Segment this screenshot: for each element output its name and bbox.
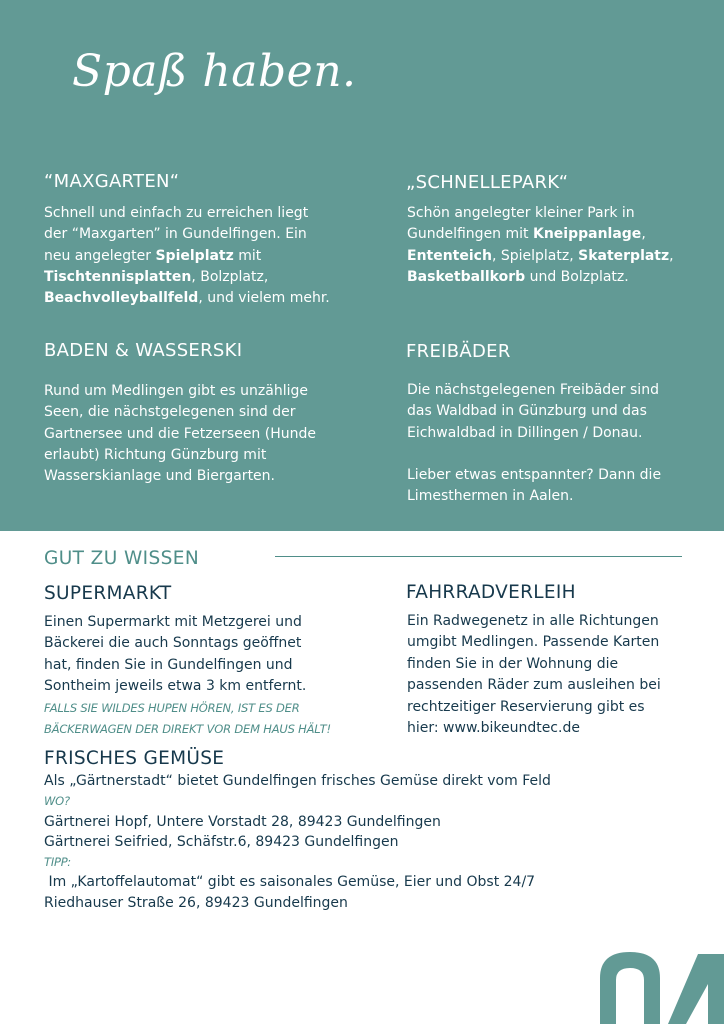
text-run: Gartnersee und die Fetzerseen (Hunde: [44, 425, 316, 442]
highlight-term: Beachvolleyballfeld: [44, 290, 199, 307]
fahrradverleih-text: [407, 611, 661, 739]
text-run: Limesthermen in Aalen.: [407, 488, 574, 505]
text-run: Wasserskianlage und Biergarten.: [44, 468, 275, 485]
gemuese-intro: Als „Gärtnerstadt“ bietet Gundelfingen frisches Gemüse direkt vom Feld: [44, 773, 551, 789]
text-run: mit: [233, 247, 262, 264]
text-run: neu angelegter: [44, 247, 156, 264]
fahrradverleih-heading: FAHRRADVERLEIH: [406, 582, 576, 603]
text-run: Schön angelegter kleiner Park in: [407, 205, 635, 221]
supermarkt-heading: SUPERMARKT: [44, 583, 172, 604]
text-run: erlaubt) Richtung Günzburg mit: [44, 446, 267, 463]
tipp-address: Riedhauser Straße 26, 89423 Gundelfingen: [44, 894, 348, 911]
text-line: [407, 444, 661, 465]
text-line: [407, 486, 661, 507]
fahrradverleih-line: rechtzeitiger Reservierung gibt es: [407, 698, 645, 715]
baden-text: [44, 381, 316, 487]
supermarkt-note-line: FALLS SIE WILDES HUPEN HÖREN, IST ES DER: [44, 700, 300, 715]
maxgarten-text: [44, 203, 330, 309]
wo-label: WO?: [44, 794, 70, 809]
text-line: [407, 224, 674, 245]
schnellepark-heading: „SCHNELLEPARK“: [406, 172, 569, 193]
supermarkt-text: [44, 612, 331, 740]
text-run: Schnell und einfach zu erreichen liegt: [44, 205, 309, 221]
fahrradverleih-line: Ein Radwegenetz in alle Richtungen: [407, 613, 659, 629]
text-run: Seen, die nächstgelegenen sind der: [44, 404, 296, 421]
text-line: [44, 267, 330, 288]
text-line: [407, 246, 674, 267]
text-line: [407, 401, 661, 422]
maxgarten-heading: “MAXGARTEN“: [44, 171, 180, 192]
freibaeder-text: [407, 380, 661, 508]
supermarkt-line: Einen Supermarkt mit Metzgerei und: [44, 614, 302, 630]
text-run: , Spielplatz,: [491, 247, 579, 264]
text-run: , Bolzplatz,: [191, 268, 269, 285]
fahrradverleih-line: hier: www.bikeundtec.de: [407, 720, 580, 737]
text-line: [44, 402, 316, 423]
highlight-term: Tischtennisplatten: [44, 268, 192, 285]
page-number-graphic: [600, 940, 724, 1024]
text-run: Rund um Medlingen gibt es unzählige: [44, 383, 308, 399]
baden-heading: BADEN & WASSERSKI: [44, 340, 243, 361]
section-divider: [275, 556, 682, 557]
text-run: Die nächstgelegenen Freibäder sind: [407, 382, 659, 398]
tipp-label: TIPP:: [44, 855, 71, 870]
text-run: das Waldbad in Günzburg und das: [407, 403, 647, 420]
text-line: [407, 203, 674, 224]
highlight-term: Basketballkorb: [407, 268, 526, 285]
text-run: ,: [669, 247, 674, 264]
supermarkt-note-line: BÄCKERWAGEN DER DIREKT VOR DEM HAUS HÄLT!: [44, 722, 331, 737]
page-number: [600, 940, 724, 1024]
fahrradverleih-line: passenden Räder zum ausleihen bei: [407, 677, 661, 694]
text-line: [407, 423, 661, 444]
gut-zu-wissen-heading: GUT ZU WISSEN: [44, 548, 200, 569]
text-run: und Bolzplatz.: [525, 268, 629, 285]
fahrradverleih-line: umgibt Medlingen. Passende Karten: [407, 634, 660, 651]
text-run: Eichwaldbad in Dillingen / Donau.: [407, 424, 643, 441]
text-line: [44, 381, 316, 402]
text-run: ,: [641, 226, 646, 243]
text-line: [407, 267, 674, 288]
text-line: [44, 246, 330, 267]
text-line: [407, 380, 661, 401]
highlight-term: Skaterplatz: [578, 247, 670, 264]
text-run: , und vielem mehr.: [198, 290, 330, 307]
highlight-term: Kneippanlage: [532, 226, 642, 243]
text-line: [44, 288, 330, 309]
text-run: der “Maxgarten” in Gundelfingen. Ein: [44, 226, 307, 243]
text-line: [44, 445, 316, 466]
address-seifried: Gärtnerei Seifried, Schäfstr.6, 89423 Gundelfingen: [44, 833, 399, 850]
gemuese-heading: FRISCHES GEMÜSE: [44, 748, 225, 769]
page-title: Spaß haben.: [72, 46, 357, 97]
gemuese-text: [44, 771, 551, 913]
text-line: [44, 424, 316, 445]
text-line: [44, 466, 316, 487]
text-run: Lieber etwas entspannter? Dann die: [407, 467, 662, 484]
tipp-text: Im „Kartoffelautomat“ gibt es saisonales Gemüse, Eier und Obst 24/7: [44, 874, 536, 891]
text-line: [407, 465, 661, 486]
fahrradverleih-line: finden Sie in der Wohnung die: [407, 655, 619, 672]
highlight-term: Ententeich: [407, 247, 492, 264]
supermarkt-line: Bäckerei die auch Sonntags geöffnet: [44, 635, 302, 652]
text-line: [44, 203, 330, 224]
supermarkt-line: Sontheim jeweils etwa 3 km entfernt.: [44, 678, 307, 695]
highlight-term: Spielplatz: [155, 247, 234, 264]
address-hopf: Gärtnerei Hopf, Untere Vorstadt 28, 89423 Gundelfingen: [44, 813, 441, 830]
text-run: Gundelfingen mit: [407, 226, 533, 243]
text-line: [44, 224, 330, 245]
supermarkt-line: hat, finden Sie in Gundelfingen und: [44, 656, 293, 673]
freibaeder-heading: FREIBÄDER: [406, 341, 511, 362]
schnellepark-text: [407, 203, 674, 288]
